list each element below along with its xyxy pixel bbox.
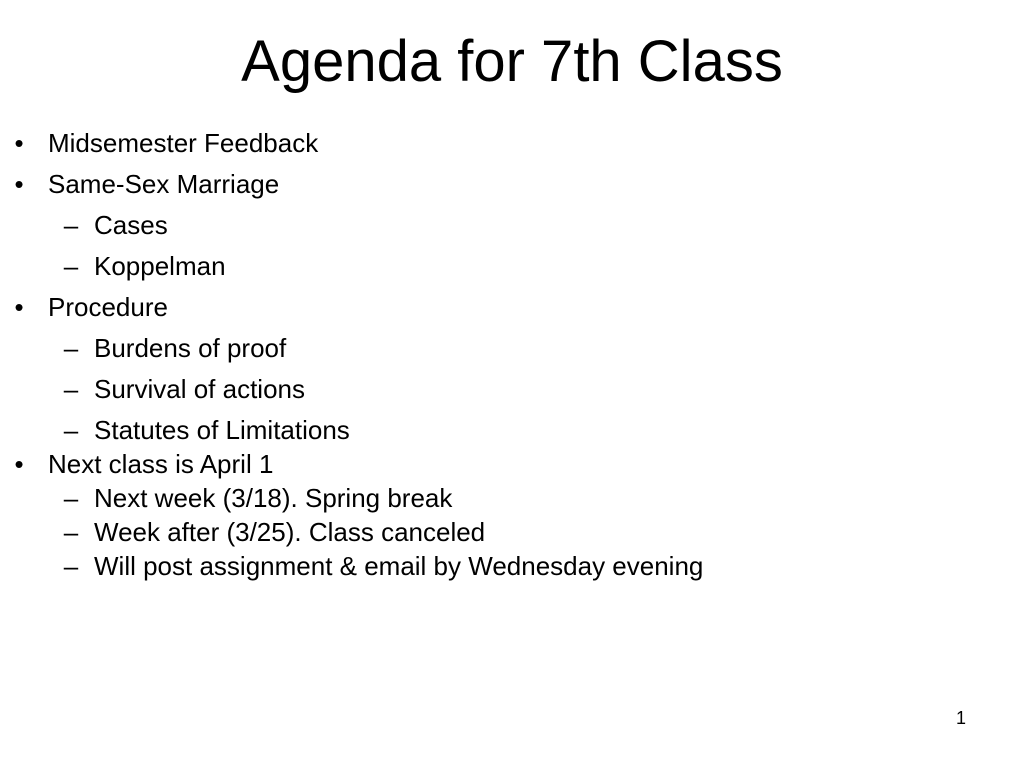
agenda-subitem-text: Week after (3/25). Class canceled bbox=[94, 517, 486, 547]
bullet-icon: • bbox=[14, 169, 24, 199]
agenda-subitem-text: Will post assignment & email by Wednesday evening bbox=[94, 551, 704, 581]
dash-icon: – bbox=[63, 517, 79, 547]
slide-title: Agenda for 7th Class bbox=[241, 29, 783, 94]
agenda-item-text: Midsemester Feedback bbox=[48, 128, 319, 158]
agenda-subitem-text: Next week (3/18). Spring break bbox=[94, 483, 453, 513]
agenda-subitem-text: Survival of actions bbox=[94, 374, 305, 404]
dash-icon: – bbox=[63, 551, 79, 581]
agenda-subitem-text: Statutes of Limitations bbox=[94, 415, 350, 445]
agenda-subitem-text: Cases bbox=[94, 210, 168, 240]
page-number: 1 bbox=[955, 708, 966, 728]
agenda-item-text: Next class is April 1 bbox=[48, 449, 274, 479]
agenda-subitem-text: Burdens of proof bbox=[94, 333, 287, 363]
dash-icon: – bbox=[63, 333, 79, 363]
dash-icon: – bbox=[63, 210, 79, 240]
dash-icon: – bbox=[63, 374, 79, 404]
agenda-subitem-text: Koppelman bbox=[94, 251, 226, 281]
agenda-item-text: Procedure bbox=[48, 292, 168, 322]
bullet-icon: • bbox=[14, 292, 24, 322]
dash-icon: – bbox=[63, 483, 79, 513]
agenda-item-text: Same-Sex Marriage bbox=[48, 169, 280, 199]
bullet-icon: • bbox=[14, 449, 24, 479]
bullet-icon: • bbox=[14, 128, 24, 158]
dash-icon: – bbox=[63, 251, 79, 281]
dash-icon: – bbox=[63, 415, 79, 445]
